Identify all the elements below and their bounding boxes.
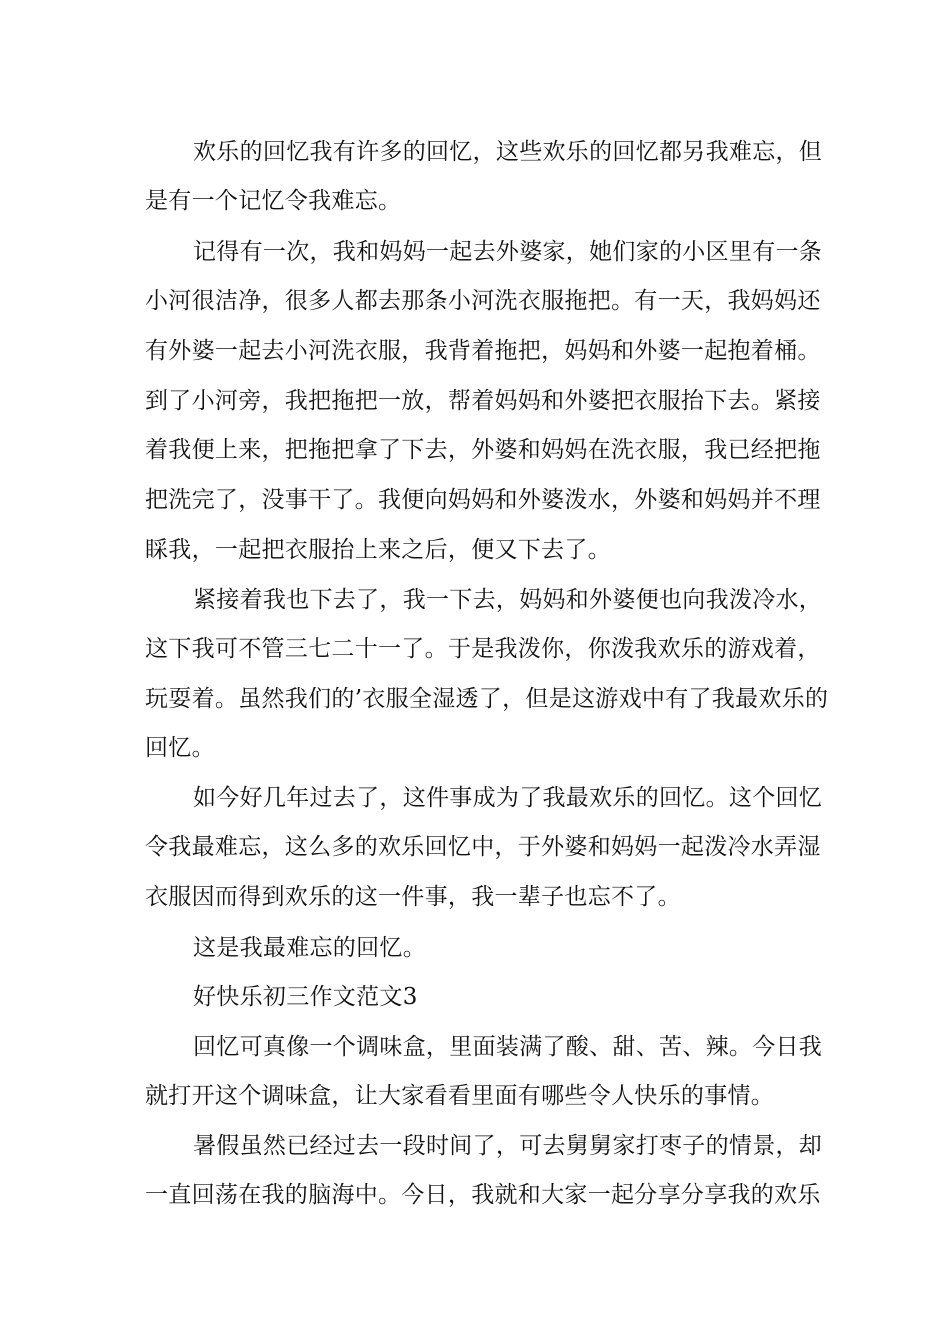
text-line: 回忆可真像一个调味盒，里面装满了酸、甜、苦、辣。今日我	[193, 1034, 823, 1060]
text-line: 把洗完了，没事干了。我便向妈妈和外婆泼水，外婆和妈妈并不理	[145, 487, 821, 513]
text-line: 欢乐的回忆我有许多的回忆，这些欢乐的回忆都另我难忘，但	[193, 139, 823, 165]
text-line: 令我最难忘，这么多的欢乐回忆中，于外婆和妈妈一起泼冷水弄湿	[145, 834, 821, 860]
text-line: 衣服因而得到欢乐的这一件事，我一辈子也忘不了。	[145, 884, 681, 910]
text-line: 紧接着我也下去了，我一下去，妈妈和外婆便也向我泼冷水，	[193, 587, 823, 613]
text-line: 好快乐初三作文范文3	[193, 984, 418, 1010]
text-line: 睬我，一起把衣服抬上来之后，便又下去了。	[145, 537, 611, 563]
text-line: 回忆。	[145, 735, 215, 761]
text-line: 这下我可不管三七二十一了。于是我泼你，你泼我欢乐的游戏着，	[145, 636, 821, 662]
text-line: 到了小河旁，我把拖把一放，帮着妈妈和外婆把衣服抬下去。紧接	[145, 388, 821, 414]
text-line: 玩耍着。虽然我们的’衣服全湿透了，但是这游戏中有了我最欢乐的	[145, 686, 829, 712]
text-line: 记得有一次，我和妈妈一起去外婆家，她们家的小区里有一条	[193, 239, 823, 265]
text-line: 一直回荡在我的脑海中。今日，我就和大家一起分享分享我的欢乐	[145, 1182, 821, 1208]
text-line: 如今好几年过去了，这件事成为了我最欢乐的回忆。这个回忆	[193, 785, 823, 811]
text-line: 这是我最难忘的回忆。	[193, 935, 426, 961]
text-line: 着我便上来，把拖把拿了下去，外婆和妈妈在洗衣服，我已经把拖	[145, 437, 821, 463]
text-line: 就打开这个调味盒，让大家看看里面有哪些令人快乐的事情。	[145, 1083, 775, 1109]
text-line: 有外婆一起去小河洗衣服，我背着拖把，妈妈和外婆一起抱着桶。	[145, 338, 821, 364]
text-line: 小河很洁净，很多人都去那条小河洗衣服拖把。有一天，我妈妈还	[145, 288, 821, 314]
text-line: 是有一个记忆令我难忘。	[145, 188, 402, 214]
text-line: 暑假虽然已经过去一段时间了，可去舅舅家打枣子的情景，却	[193, 1133, 823, 1159]
